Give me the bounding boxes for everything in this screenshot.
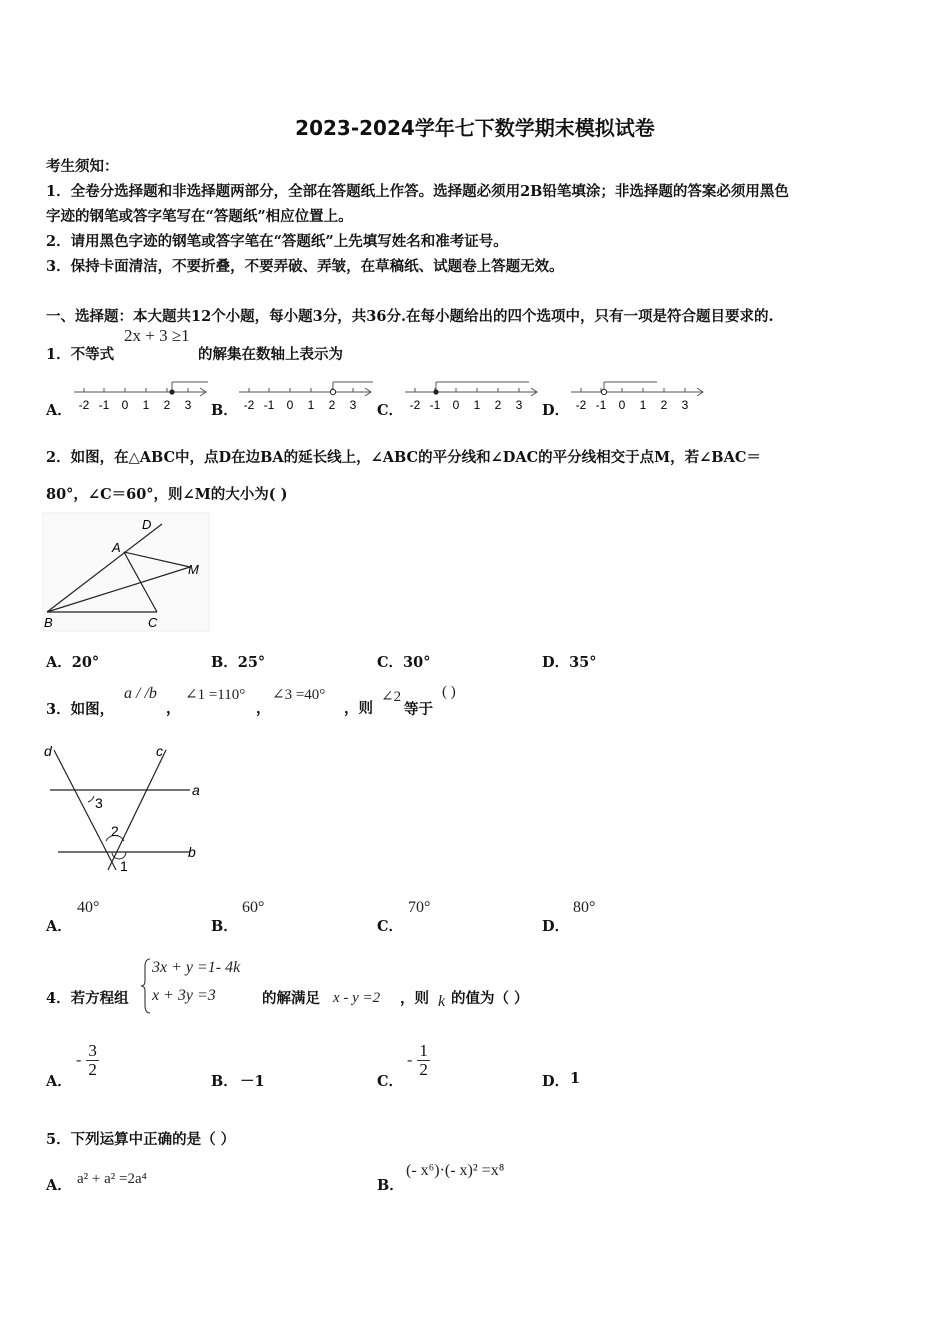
tick-label: 3 [184,398,192,412]
q4-suffix: 的值为（ ） [451,990,529,1007]
tick-label: 1 [307,398,315,412]
q4-variable: k [438,993,446,1010]
q1-option-a-label: A． [46,402,72,419]
q2-option-b: B．25° [211,654,266,671]
minus-sign: - [76,1051,82,1069]
q4-option-a-value [76,1042,99,1079]
q5-stem: 5．下列运算中正确的是（ ） [46,1131,236,1148]
q4-prefix: 4．若方程组 [46,990,129,1007]
q3-parallel-condition: a / /b [124,685,157,702]
q3-mid: ，则 [344,700,373,717]
q3-parallel-lines-figure [40,740,210,875]
q2-option-a: A．20° [46,654,100,671]
q5-option-b-label: B． [377,1177,404,1194]
q3-option-b-value: 60° [242,899,265,916]
q3-option-c-label: C． [377,918,404,935]
q4-mid: 的解满足 [262,990,320,1007]
q3-target-angle: ∠2 [381,689,402,705]
q1-option-d-label: D． [542,402,570,419]
q3-suffix: 等于 [404,701,433,718]
q4-equation-2: x + 3y =3 [152,987,216,1004]
q4-option-c-value [407,1042,430,1079]
q2-triangle-figure [42,512,210,634]
q3-separator: ， [256,700,271,717]
q1-number-line-a [70,378,210,414]
numerator: 1 [419,1041,428,1060]
q4-system-brace [140,957,152,1015]
tick-label: -1 [595,398,607,412]
line-label: a [192,782,200,798]
q3-option-a-value: 40° [77,899,100,916]
angle-label: 2 [111,823,119,839]
minus-sign: - [407,1051,413,1069]
q4-then: ，则 [400,990,429,1007]
q3-option-d-value: 80° [573,899,596,916]
q4-equation-1: 3x + y =1- 4k [152,959,241,976]
notice-item-1-cont: 字迹的钢笔或答字笔写在“答题纸”相应位置上。 [46,208,353,225]
tick-label: 2 [494,398,502,412]
tick-label: 1 [142,398,150,412]
tick-label: 0 [618,398,626,412]
page-title: 2023-2024学年七下数学期末模拟试卷 [295,116,655,140]
numerator: 3 [88,1041,97,1060]
denominator: 2 [419,1060,428,1079]
q5-option-a-label: A． [46,1177,72,1194]
tick-label: 2 [163,398,171,412]
q1-option-b-label: B． [211,402,238,419]
q3-angle1-condition: ∠1 =110° [185,687,246,703]
q3-option-c-value: 70° [408,899,431,916]
q4-option-d-value: 1 [570,1070,581,1087]
q1-suffix: 的解集在数轴上表示为 [198,346,343,363]
tick-label: 1 [639,398,647,412]
tick-label: 0 [286,398,294,412]
section-heading: 一、选择题：本大题共12个小题，每小题3分，共36分.在每小题给出的四个选项中，只有一项是符合题目要求的. [46,308,774,325]
notice-item-1: 1．全卷分选择题和非选择题两部分，全部在答题纸上作答。选择题必须用2B铅笔填涂；非选择题的答案必须用黑色 [46,183,789,200]
tick-label: 3 [681,398,689,412]
q3-separator: ， [166,700,181,717]
notice-item-2: 2．请用黑色字迹的钢笔或答字笔在“答题纸”上先填写姓名和准考证号。 [46,233,508,250]
q1-number-line-c [401,378,541,414]
tick-label: 3 [349,398,357,412]
tick-label: 1 [473,398,481,412]
q4-option-b-label: B． [211,1073,238,1090]
q4-option-b-value: －1 [240,1073,265,1090]
q1-option-c-label: C． [377,402,404,419]
tick-label: -1 [263,398,275,412]
q1-number-line-b [235,378,375,414]
tick-label: -2 [243,398,255,412]
q3-answer-paren: ( ) [442,684,456,700]
point-label: D [142,517,152,532]
q5-option-b-expression: (- x⁶)·(- x)² =x⁸ [406,1162,505,1179]
point-label: C [148,615,158,630]
point-label: M [188,562,199,577]
q2-option-d: D．35° [542,654,597,671]
tick-label: -1 [98,398,110,412]
angle-label: 1 [120,858,128,874]
line-label: d [44,743,52,759]
line-label: c [156,743,163,759]
line-label: b [188,844,196,860]
q4-option-d-label: D． [542,1073,570,1090]
q3-option-b-label: B． [211,918,238,935]
q1-inequality: 2x + 3 ≥1 [124,326,190,345]
tick-label: 0 [121,398,129,412]
q3-angle3-condition: ∠3 =40° [272,687,326,703]
tick-label: 3 [515,398,523,412]
q4-condition: x - y =2 [333,990,381,1006]
q3-option-d-label: D． [542,918,570,935]
q2-stem-line2: 80°，∠C＝60°，则∠M的大小为( ) [46,486,288,503]
tick-label: 2 [660,398,668,412]
q3-prefix: 3．如图， [46,701,115,718]
q4-option-c-label: C． [377,1073,404,1090]
point-label: A [112,540,121,555]
q2-option-c: C．30° [377,654,431,671]
q1-prefix: 1．不等式 [46,346,115,363]
denominator: 2 [88,1060,97,1079]
point-label: B [44,615,53,630]
angle-label: 3 [95,795,103,811]
q2-stem-line1: 2．如图，在△ABC中，点D在边BA的延长线上，∠ABC的平分线和∠DAC的平分线相交于点M，若∠BAC＝ [46,449,761,466]
tick-label: 0 [452,398,460,412]
tick-label: -2 [78,398,90,412]
q4-option-a-label: A． [46,1073,72,1090]
q1-number-line-d [567,378,707,414]
tick-label: -2 [409,398,421,412]
q3-option-a-label: A． [46,918,72,935]
q5-option-a-expression: a² + a² =2a⁴ [77,1171,147,1187]
notice-heading: 考生须知： [46,158,119,175]
notice-item-3: 3．保持卡面清洁，不要折叠，不要弄破、弄皱，在草稿纸、试题卷上答题无效。 [46,258,564,275]
tick-label: -1 [429,398,441,412]
tick-label: 2 [328,398,336,412]
tick-label: -2 [575,398,587,412]
